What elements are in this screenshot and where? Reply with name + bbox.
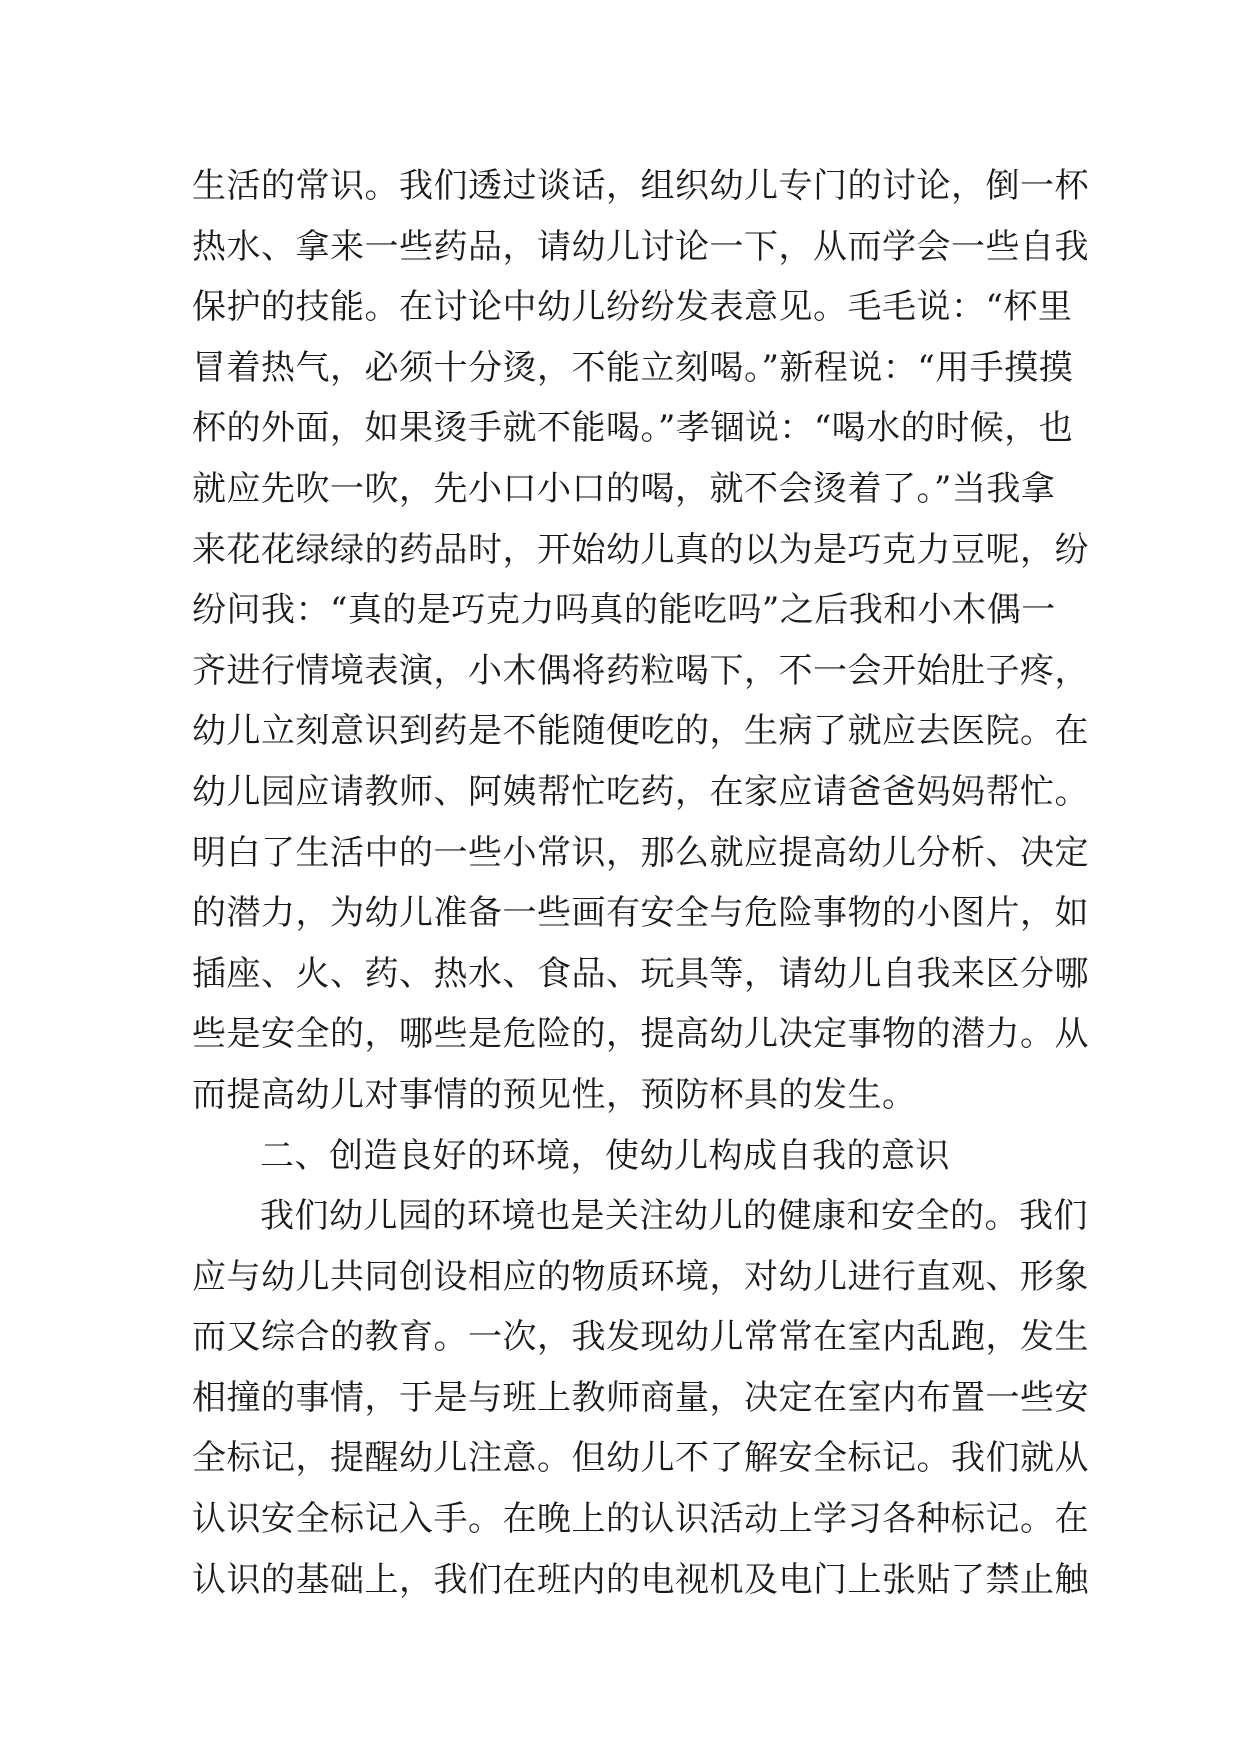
text-line: 应与幼儿共同创设相应的物质环境，对幼儿进行直观、形象 [192, 1256, 1089, 1297]
text-line: 齐进行情境表演，小木偶将药粒喝下，不一会开始肚子疼， [192, 650, 1089, 691]
text-line: 相撞的事情，于是与班上教师商量，决定在室内布置一些安 [192, 1377, 1089, 1418]
text-line: 保护的技能。在讨论中幼儿纷纷发表意见。毛毛说：“杯里 [192, 287, 1073, 328]
text-line: 生活的常识。我们透过谈话，组织幼儿专门的讨论，倒一杯 [192, 166, 1089, 206]
paragraph-first-line: 我们幼儿园的环境也是关注幼儿的健康和安全的。我们 [260, 1196, 1088, 1237]
text-line: 就应先吹一吹，先小口小口的喝，就不会烫着了。”当我拿 [192, 468, 1056, 509]
text-line: 的潜力，为幼儿准备一些画有安全与危险事物的小图片，如 [192, 893, 1089, 934]
text-line: 纷问我：“真的是巧克力吗真的能吃吗”之后我和小木偶一 [192, 590, 1056, 631]
text-line: 冒着热气，必须十分烫，不能立刻喝。”新程说：“用手摸摸 [192, 347, 1074, 388]
text-line: 些是安全的，哪些是危险的，提高幼儿决定事物的潜力。从 [192, 1014, 1089, 1055]
section-heading: 二、创造良好的环境，使幼儿构成自我的意识 [260, 1135, 950, 1176]
text-line: 明白了生活中的一些小常识，那么就应提高幼儿分析、决定 [192, 832, 1089, 873]
text-line: 认识安全标记入手。在晚上的认识活动上学习各种标记。在 [192, 1499, 1089, 1540]
text-line: 而提高幼儿对事情的预见性，预防杯具的发生。 [192, 1074, 917, 1115]
text-line: 认识的基础上，我们在班内的电视机及电门上张贴了禁止触 [192, 1559, 1089, 1600]
text-line: 全标记，提醒幼儿注意。但幼儿不了解安全标记。我们就从 [192, 1438, 1089, 1479]
text-line: 来花花绿绿的药品时，开始幼儿真的以为是巧克力豆呢，纷 [192, 529, 1089, 570]
text-line: 热水、拿来一些药品，请幼儿讨论一下，从而学会一些自我 [192, 226, 1089, 267]
text-line: 幼儿立刻意识到药是不能随便吃的，生病了就应去医院。在 [192, 711, 1089, 752]
text-line: 杯的外面，如果烫手就不能喝。”孝锢说：“喝水的时候，也 [192, 408, 1074, 449]
body-text [192, 156, 1089, 1610]
text-line: 而又综合的教育。一次，我发现幼儿常常在室内乱跑，发生 [192, 1317, 1089, 1358]
text-line: 幼儿园应请教师、阿姨帮忙吃药，在家应请爸爸妈妈帮忙。 [192, 771, 1089, 812]
text-line: 插座、火、药、热水、食品、玩具等，请幼儿自我来区分哪 [192, 953, 1089, 994]
